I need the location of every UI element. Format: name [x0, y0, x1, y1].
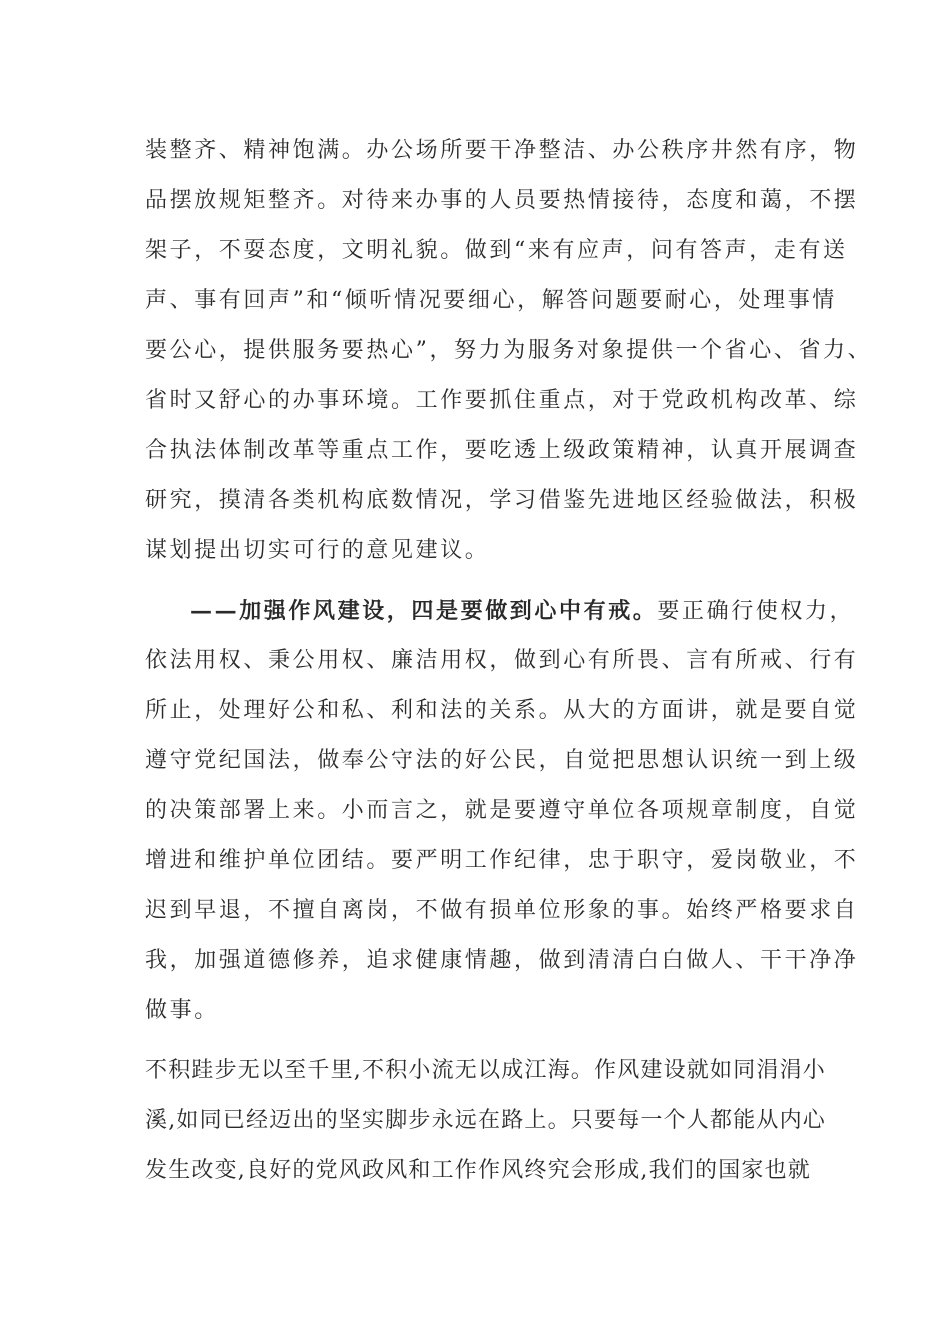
text-line: 溪,如同已经迈出的坚实脚步永远在路上。只要每一个人都能从内心 [145, 1108, 826, 1133]
section-heading: ——加强作风建设，四是要做到心中有戒。 [190, 598, 658, 624]
text-line: 做事。 [145, 998, 219, 1023]
text-line: 合执法体制改革等重点工作，要吃透上级政策精神，认真开展调查 [145, 438, 859, 463]
text-line: 的决策部署上来。小而言之，就是要遵守单位各项规章制度，自觉 [145, 798, 859, 823]
text-line: 声、事有回声”和“倾听情况要细心，解答问题要耐心，处理事情 [145, 288, 837, 313]
text-line: 品摆放规矩整齐。对待来办事的人员要热情接待，态度和蔼，不摆 [145, 188, 859, 213]
text-line: 谋划提出切实可行的意见建议。 [145, 538, 490, 563]
text-line: 研究，摸清各类机构底数情况，学习借鉴先进地区经验做法，积极 [145, 488, 859, 513]
text-line: 依法用权、秉公用权、廉洁用权，做到心有所畏、言有所戒、行有 [145, 648, 859, 673]
text-line: 装整齐、精神饱满。办公场所要干净整洁、办公秩序井然有序，物 [145, 138, 859, 163]
text-line: 架子，不耍态度，文明礼貌。做到“来有应声，问有答声，走有送 [145, 238, 848, 263]
text-line: 发生改变,良好的党风政风和工作作风终究会形成,我们的国家也就 [145, 1158, 811, 1183]
text-line: 迟到早退，不擅自离岗，不做有损单位形象的事。始终严格要求自 [145, 898, 859, 923]
text-line: 不积跬步无以至千里,不积小流无以成江海。作风建设就如同涓涓小 [145, 1058, 826, 1083]
text-line: 省时又舒心的办事环境。工作要抓住重点，对于党政机构改革、综 [145, 388, 859, 413]
text-line: 增进和维护单位团结。要严明工作纪律，忠于职守，爱岗敬业，不 [145, 848, 859, 873]
paragraph-2-first-line [190, 596, 855, 627]
text-line: 要公心，提供服务要热心”，努力为服务对象提供一个省心、省力、 [145, 338, 873, 363]
text-line: 我，加强道德修养，追求健康情趣，做到清清白白做人、干干净净 [145, 948, 859, 973]
text-line: 遵守党纪国法，做奉公守法的好公民，自觉把思想认识统一到上级 [145, 748, 859, 773]
text-span: 要正确行使权力， [657, 599, 855, 624]
text-line: 所止，处理好公和私、利和法的关系。从大的方面讲，就是要自觉 [145, 698, 859, 723]
